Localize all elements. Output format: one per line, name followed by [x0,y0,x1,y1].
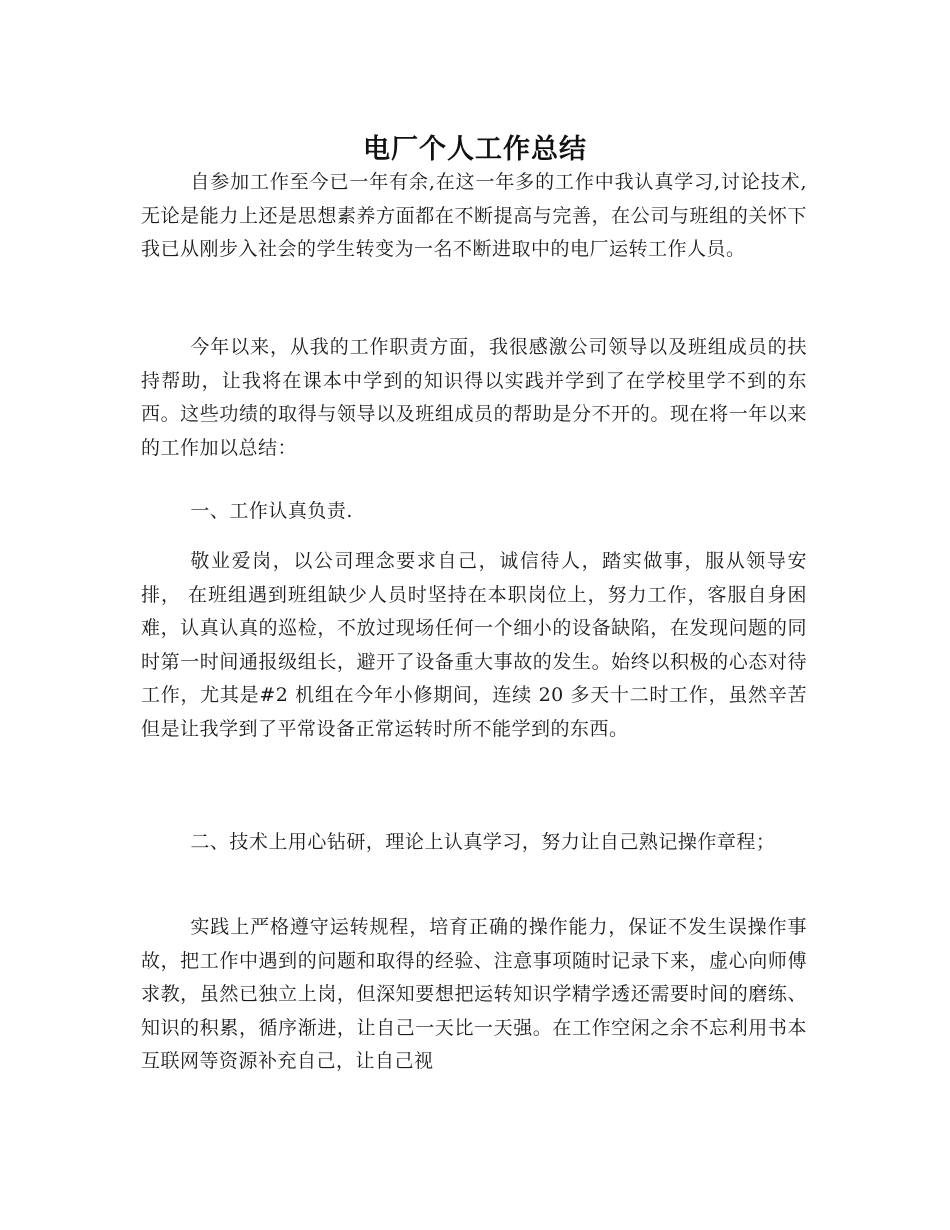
paragraph-thanks: 今年以来，从我的工作职责方面，我很感激公司领导以及班组成员的扶持帮助，让我将在课本中学到的知识得以实践并学到了在学校里学不到的东西。这些功绩的取得与领导以及班组成员的帮助是分不开的。现在将一年以来的工作加以总结： [141,336,807,459]
paragraph-section-1: 敬业爱岗，以公司理念要求自己，诚信待人，踏实做事，服从领导安排， 在班组遇到班组缺少人员时坚持在本职岗位上，努力工作，客服自身困难，认真认真的巡检，不放过现场任何一个细小的设备缺陷，在发现问题的同时第一时间通报级组长，避开了设备重大事故的发生。始终以积极的心态对待工作，尤其是#2 机组在今年小修期间，连续 20 多天十二时工作，虽然辛苦但是让我学到了平常设备正常运转时所不能学到的东西。 [141,550,807,740]
paragraph-intro: 自参加工作至今已一年有余,在这一年多的工作中我认真学习,讨论技术,无论是能力上还是思想素养方面都在不断提高与完善，在公司与班组的关怀下我已从刚步入社会的学生转变为一名不断进取中的电厂运转工作人员。 [141,171,807,260]
document-title: 电厂个人工作总结 [363,134,587,166]
section-heading-2: 二、技术上用心钻研，理论上认真学习，努力让自己熟记操作章程； [190,831,776,853]
section-heading-1: 一、工作认真负责. [190,500,353,522]
paragraph-section-2: 实践上严格遵守运转规程，培育正确的操作能力，保证不发生误操作事故，把工作中遇到的问题和取得的经验、注意事项随时记录下来，虚心向师傅求教，虽然已独立上岗，但深知要想把运转知识学精学透还需要时间的磨练、知识的积累，循序渐进，让自己一天比一天强。在工作空闲之余不忘利用书本互联网等资源补充自己，让自己视 [141,916,807,1072]
